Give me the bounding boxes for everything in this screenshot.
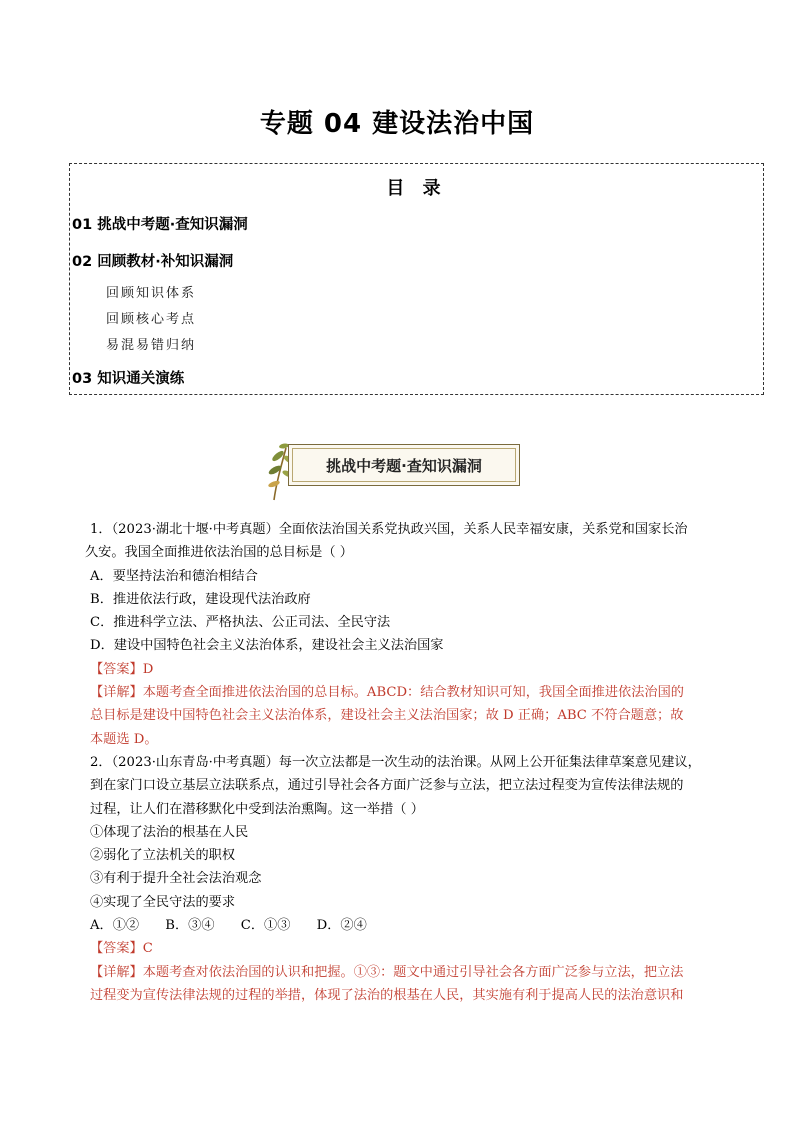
q1-option-b: B．推进依法行政，建设现代法治政府	[90, 591, 311, 607]
questions-content	[85, 518, 730, 1007]
q1-stem-line1: 1．（2023·湖北十堰·中考真题）全面依法治国关系党执政兴国，关系人民幸福安康，关系党和国家长治	[90, 522, 688, 537]
q1-stem-line2: 久安。我国全面推进依法治国的总目标是（ ）	[85, 545, 353, 561]
q2-item-4: ④实现了全民守法的要求	[90, 894, 236, 910]
toc-item-01[interactable]: 01 挑战中考题·查知识漏洞	[72, 217, 248, 233]
section-banner-label: 挑战中考题·查知识漏洞	[326, 457, 482, 475]
q2-item-2: ②弱化了立法机关的职权	[90, 848, 236, 864]
q1-answer: 【答案】D	[90, 661, 154, 677]
q1-detail-line3: 本题选 D。	[90, 731, 158, 747]
q2-option-d: D．②④	[316, 918, 367, 934]
q2-item-1: ①体现了法治的根基在人民	[90, 824, 249, 840]
q2-option-c: C．①③	[240, 918, 291, 934]
toc-subitem-core-points[interactable]: 回顾核心考点	[106, 312, 197, 327]
toc-subitem-knowledge-system[interactable]: 回顾知识体系	[106, 286, 197, 301]
q2-item-3: ③有利于提升全社会法治观念	[90, 871, 262, 887]
toc-heading: 目 录	[386, 178, 447, 199]
q2-options	[90, 914, 730, 937]
q2-stem-line1: 2．（2023·山东青岛·中考真题）每一次立法都是一次生动的法治课。从网上公开征集法律草案意见建议，	[90, 754, 701, 770]
q1-option-d: D．建设中国特色社会主义法治体系，建设社会主义法治国家	[90, 638, 444, 654]
q2-stem-line3: 过程，让人们在潜移默化中受到法治熏陶。这一举措（ ）	[90, 801, 424, 817]
q1-option-a: A．要坚持法治和德治相结合	[90, 568, 258, 584]
q2-detail-line2: 过程变为宣传法律法规的过程的举措，体现了法治的根基在人民，其实施有利于提高人民的法治意识和	[90, 987, 684, 1003]
table-of-contents	[69, 163, 764, 395]
q2-detail-line1: 【详解】本题考查对依法治国的认识和把握。①③：题文中通过引导社会各方面广泛参与立法，把立法	[90, 964, 684, 980]
toc-subitem-common-errors[interactable]: 易混易错归纳	[106, 338, 197, 353]
toc-item-02[interactable]: 02 回顾教材·补知识漏洞	[72, 254, 234, 270]
q1-detail-line1: 【详解】本题考查全面推进依法治国的总目标。ABCD：结合教材知识可知，我国全面推进依法治国的	[90, 685, 684, 701]
q2-stem-line2: 到在家门口设立基层立法联系点，通过引导社会各方面广泛参与立法，把立法过程变为宣传法律法规的	[90, 778, 684, 794]
q2-option-a: A．①②	[90, 918, 140, 934]
q1-detail-line2: 总目标是建设中国特色社会主义法治体系，建设社会主义法治国家；故 D 正确；ABC 不符合题意；故	[90, 708, 684, 724]
section-banner	[262, 440, 524, 502]
q1-option-c: C．推进科学立法、严格执法、公正司法、全民守法	[90, 615, 391, 631]
q2-answer: 【答案】C	[90, 941, 153, 957]
q2-option-b: B．③④	[165, 918, 215, 934]
toc-item-03[interactable]: 03 知识通关演练	[72, 371, 185, 387]
page-title: 专题 04 建设法治中国	[259, 109, 535, 139]
section-banner-frame	[288, 444, 520, 486]
